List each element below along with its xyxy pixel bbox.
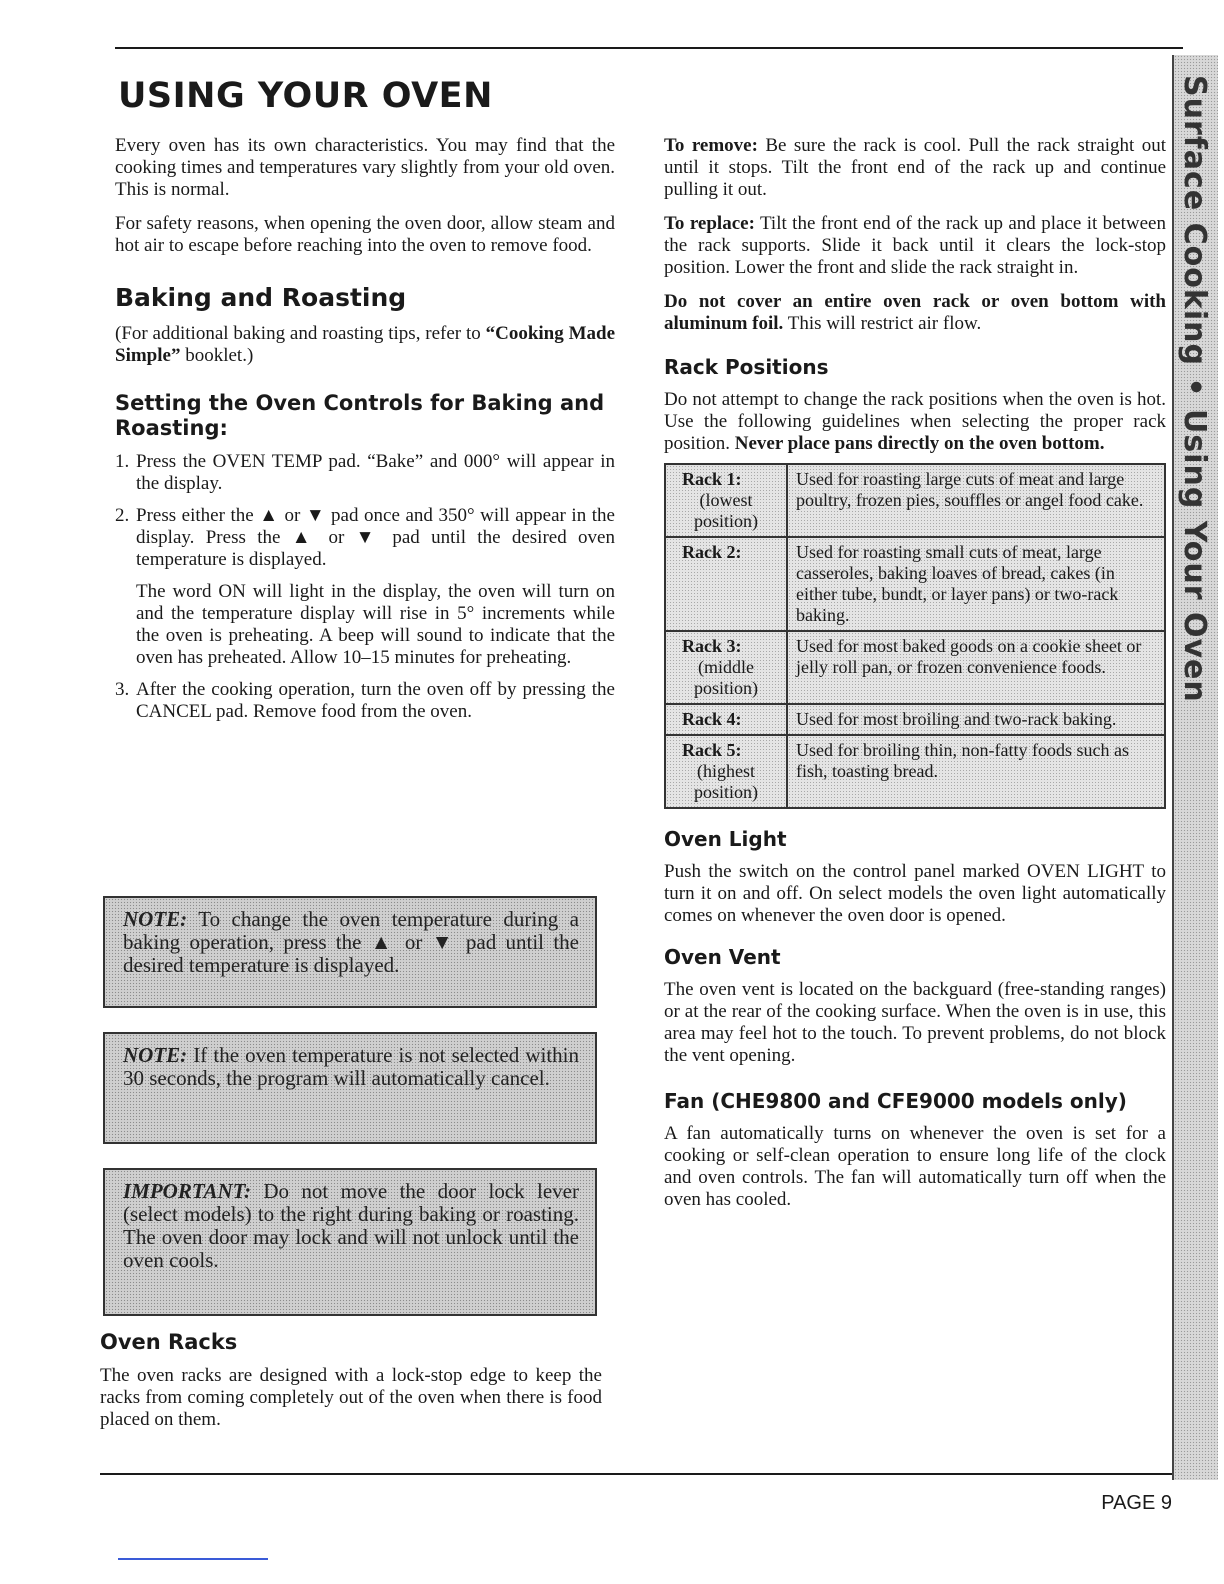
baking-heading: Baking and Roasting [115,283,407,312]
rack-cell [665,735,787,808]
table-row [665,537,1165,631]
rack-cell [665,464,787,537]
table-row [665,704,1165,735]
oven-vent-heading: Oven Vent [664,945,781,969]
steps-list [115,451,615,723]
baking-tip-booklet: “Cooking Made Simple” [115,323,615,366]
fan-heading: Fan (CHE9800 and CFE9000 models only) [664,1089,1127,1113]
table-row [665,464,1165,537]
table-row [665,631,1165,704]
note-box-timeout [103,1032,597,1144]
step-number: 2. [115,505,130,526]
step-item [115,451,615,495]
step-text: After the cooking operation, turn the oven off by pressing the CANCEL pad. Remove food from the oven. [136,679,615,722]
oven-racks-text: The oven racks are designed with a lock-stop edge to keep the racks from coming completely out of the oven when there is food placed on them. [100,1365,602,1430]
step-number: 3. [115,679,130,700]
oven-light-text: Push the switch on the control panel marked OVEN LIGHT to turn it on and off. On select models the oven light automatically comes on whenever the oven door is opened. [664,861,1166,926]
rack-positions-warning: Never place pans directly on the oven bottom. [734,433,1105,454]
rack-positions-text [664,389,1166,455]
baking-tip-post: booklet.) [185,345,254,366]
top-rule [115,47,1183,49]
rack-use: Used for broiling thin, non-fatty foods such as fish, toasting bread. [787,735,1165,808]
page-title: USING YOUR OVEN [118,76,493,116]
foil-warning [664,291,1166,335]
step-text: Press either the ▲ or ▼ pad once and 350° will appear in the display. Press the ▲ or ▼ pad until the desired oven temperature is displayed. [136,505,615,570]
important-text: Do not move the door lock lever (select models) to the right during baking or roasting. The oven door may lock and will not unlock until the oven cools. [123,1179,579,1272]
note-label: NOTE: [123,1043,188,1067]
oven-vent-text: The oven vent is located on the backguard (free-standing ranges) or at the rear of the cooking surface. When the oven is in use, this area may feel hot to the touch. To prevent problems, do not block the vent opening. [664,979,1166,1066]
rack-name: Rack 4: [682,709,742,729]
rack-use: Used for most baked goods on a cookie sheet or jelly roll pan, or frozen convenience foods. [787,631,1165,704]
step-extra: The word ON will light in the display, the oven will turn on and the temperature display will rise in 5° increments while the oven is preheating. A beep will sound to indicate that the oven has preheated. Allow 10–15 minutes for preheating. [136,581,615,668]
note-box-temperature [103,896,597,1008]
step-item [115,679,615,723]
intro-paragraph-2: For safety reasons, when opening the oven door, allow steam and hot air to escape before reaching into the oven to remove food. [115,213,615,256]
rack-positions-table [664,463,1166,809]
oven-light-heading: Oven Light [664,827,787,851]
rack-name: Rack 1: [682,469,742,489]
table-row [665,735,1165,808]
rack-use: Used for roasting large cuts of meat and large poultry, frozen pies, souffles or angel food cake. [787,464,1165,537]
rack-positions-heading: Rack Positions [664,355,829,379]
foil-warning-text: This will restrict air flow. [787,313,982,334]
important-label: IMPORTANT: [123,1179,251,1203]
left-column [115,135,615,733]
rack-sub: (lowest position) [693,490,758,531]
footer-line [118,1558,268,1560]
important-box [103,1168,597,1316]
remove-text: Be sure the rack is cool. Pull the rack straight out until it stops. Tilt the front end of the rack up and continue pulling it out. [664,135,1166,200]
rack-sub: (highest position) [693,761,758,802]
step-number: 1. [115,451,130,472]
intro-paragraph-1: Every oven has its own characteristics. You may find that the cooking times and temperatures vary slightly from your old oven. This is normal. [115,135,615,200]
remove-label: To remove: [664,135,758,156]
rack-cell [665,537,787,631]
rack-cell [665,631,787,704]
rack-name: Rack 2: [682,542,742,562]
replace-text: Tilt the front end of the rack up and place it between the rack supports. Slide it back until it clears the lock-stop position. Lower the front and slide the rack straight in. [664,213,1166,278]
note-label: NOTE: [123,907,188,931]
replace-label: To replace: [664,213,755,234]
rack-positions-body: Do not attempt to change the rack positions when the oven is hot. Use the following guidelines when selecting the proper rack position. [664,389,1166,454]
rack-use: Used for roasting small cuts of meat, large casseroles, baking loaves of bread, cakes (in either tube, bundt, or layer pans) or two-rack baking. [787,537,1165,631]
note-text: To change the oven temperature during a baking operation, press the ▲ or ▼ pad until the desired temperature is displayed. [123,907,579,977]
baking-tip-pre: (For additional baking and roasting tips, refer to [115,323,481,344]
rack-use: Used for most broiling and two-rack baking. [787,704,1165,735]
rack-cell [665,704,787,735]
bottom-rule [100,1473,1172,1475]
replace-instructions [664,213,1166,279]
fan-text: A fan automatically turns on whenever the oven is set for a cooking or self-clean operation to ensure long life of the clock and oven controls. The fan will automatically turn off when the oven has cooled. [664,1123,1166,1210]
baking-tip [115,323,615,367]
rack-name: Rack 3: [682,636,742,656]
step-item [115,505,615,669]
rack-name: Rack 5: [682,740,742,760]
oven-racks-section [100,1330,602,1443]
page-number: PAGE 9 [1101,1492,1172,1514]
oven-racks-heading: Oven Racks [100,1330,238,1354]
right-column [664,135,1166,1223]
controls-heading: Setting the Oven Controls for Baking and Roasting: [115,391,605,440]
note-text: If the oven temperature is not selected within 30 seconds, the program will automatically cancel. [123,1043,580,1090]
rack-sub: (middle position) [693,657,758,698]
remove-instructions [664,135,1166,201]
step-text: Press the OVEN TEMP pad. “Bake” and 000° will appear in the display. [136,451,615,494]
foil-warning-bold: Do not cover an entire oven rack or oven bottom with aluminum foil. [664,291,1166,334]
